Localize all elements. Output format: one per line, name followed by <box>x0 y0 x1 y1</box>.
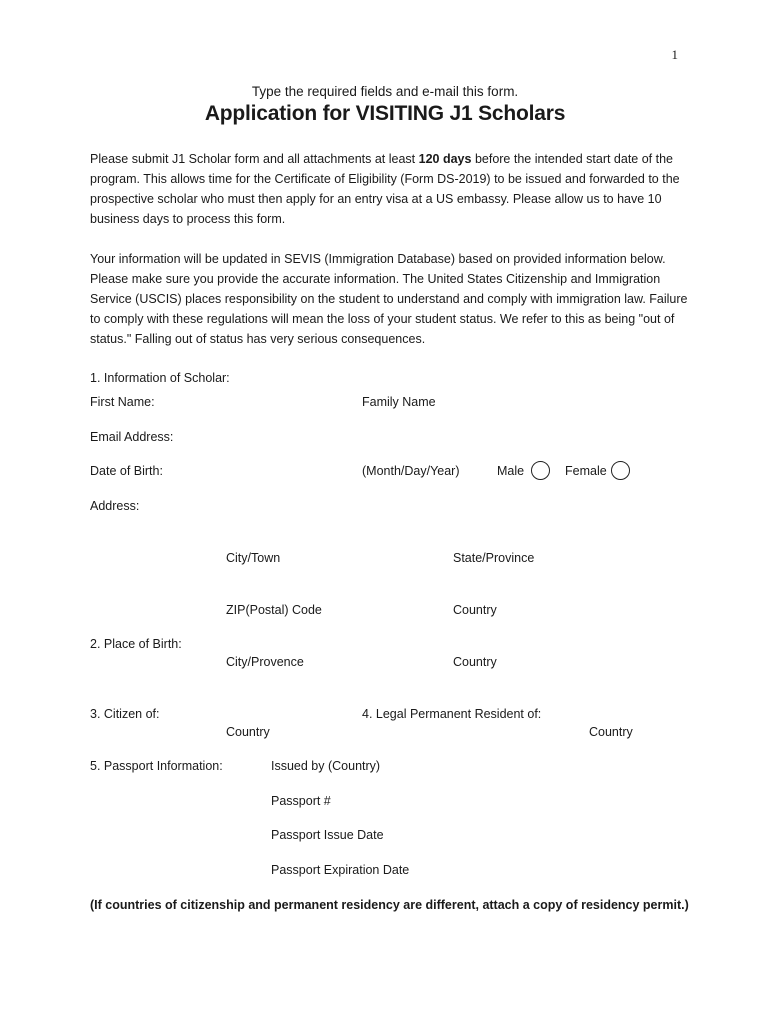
passport-number-label: Passport # <box>271 794 331 808</box>
city-town-label: City/Town <box>226 551 281 565</box>
passport-expiration-date-label: Passport Expiration Date <box>271 863 410 877</box>
intro-paragraph-deadline <box>90 149 690 229</box>
dob-format-hint: (Month/Day/Year) <box>362 464 460 478</box>
section2-heading: 2. Place of Birth: <box>90 637 182 651</box>
section5-heading: 5. Passport Information: <box>90 759 223 773</box>
residency-permit-note: (If countries of citizenship and permanent residency are different, attach a copy of residency permit.) <box>90 898 689 912</box>
page-title: Application for VISITING J1 Scholars <box>204 102 566 125</box>
male-label: Male <box>497 464 525 478</box>
male-radio[interactable] <box>531 461 550 480</box>
deadline-days: 120 days <box>418 152 472 166</box>
passport-issue-date-label: Passport Issue Date <box>271 828 384 842</box>
section4-heading: 4. Legal Permanent Resident of: <box>362 707 542 721</box>
citizen-country-label: Country <box>226 725 270 739</box>
first-name-label: First Name: <box>90 395 155 409</box>
intro-text-1: Please submit J1 Scholar form and all attachments at least <box>90 152 419 166</box>
family-name-label: Family Name <box>362 395 436 409</box>
state-province-label: State/Province <box>453 551 535 565</box>
section3-heading: 3. Citizen of: <box>90 707 160 721</box>
address-country-label: Country <box>453 603 497 617</box>
address-label: Address: <box>90 499 140 513</box>
female-label: Female <box>565 464 607 478</box>
form-instruction: Type the required fields and e-mail this form. <box>251 84 519 99</box>
page-number: 1 <box>671 47 678 62</box>
email-label: Email Address: <box>90 430 174 444</box>
intro-paragraph-sevis: Your information will be updated in SEVIS (Immigration Database) based on provided information below. Please make sure you provide the accurate information. The United States Citizenship and Immigration Service (USCIS) places responsibility on the student to understand and comply with immigration law. Failure to comply with these regulations will mean the loss of your student status. We refer to this as being "out of status." Falling out of status has very serious consequences. <box>90 252 688 346</box>
birth-city-label: City/Provence <box>226 655 304 669</box>
passport-issued-by-label: Issued by (Country) <box>271 759 381 773</box>
birth-country-label: Country <box>453 655 497 669</box>
section1-heading: 1. Information of Scholar: <box>90 371 230 385</box>
dob-label: Date of Birth: <box>90 464 163 478</box>
female-radio[interactable] <box>611 461 630 480</box>
zip-code-label: ZIP(Postal) Code <box>226 603 322 617</box>
intro-text-2: before the intended start date of the program. This allows time for the Certificate of Eligibility (Form DS-2019) to be issued and forwarded to the prospective scholar who must then apply for an entry visa at a US embassy. Please allow us to have 10 business days to process this form. <box>90 152 680 226</box>
resident-country-label: Country <box>589 725 633 739</box>
